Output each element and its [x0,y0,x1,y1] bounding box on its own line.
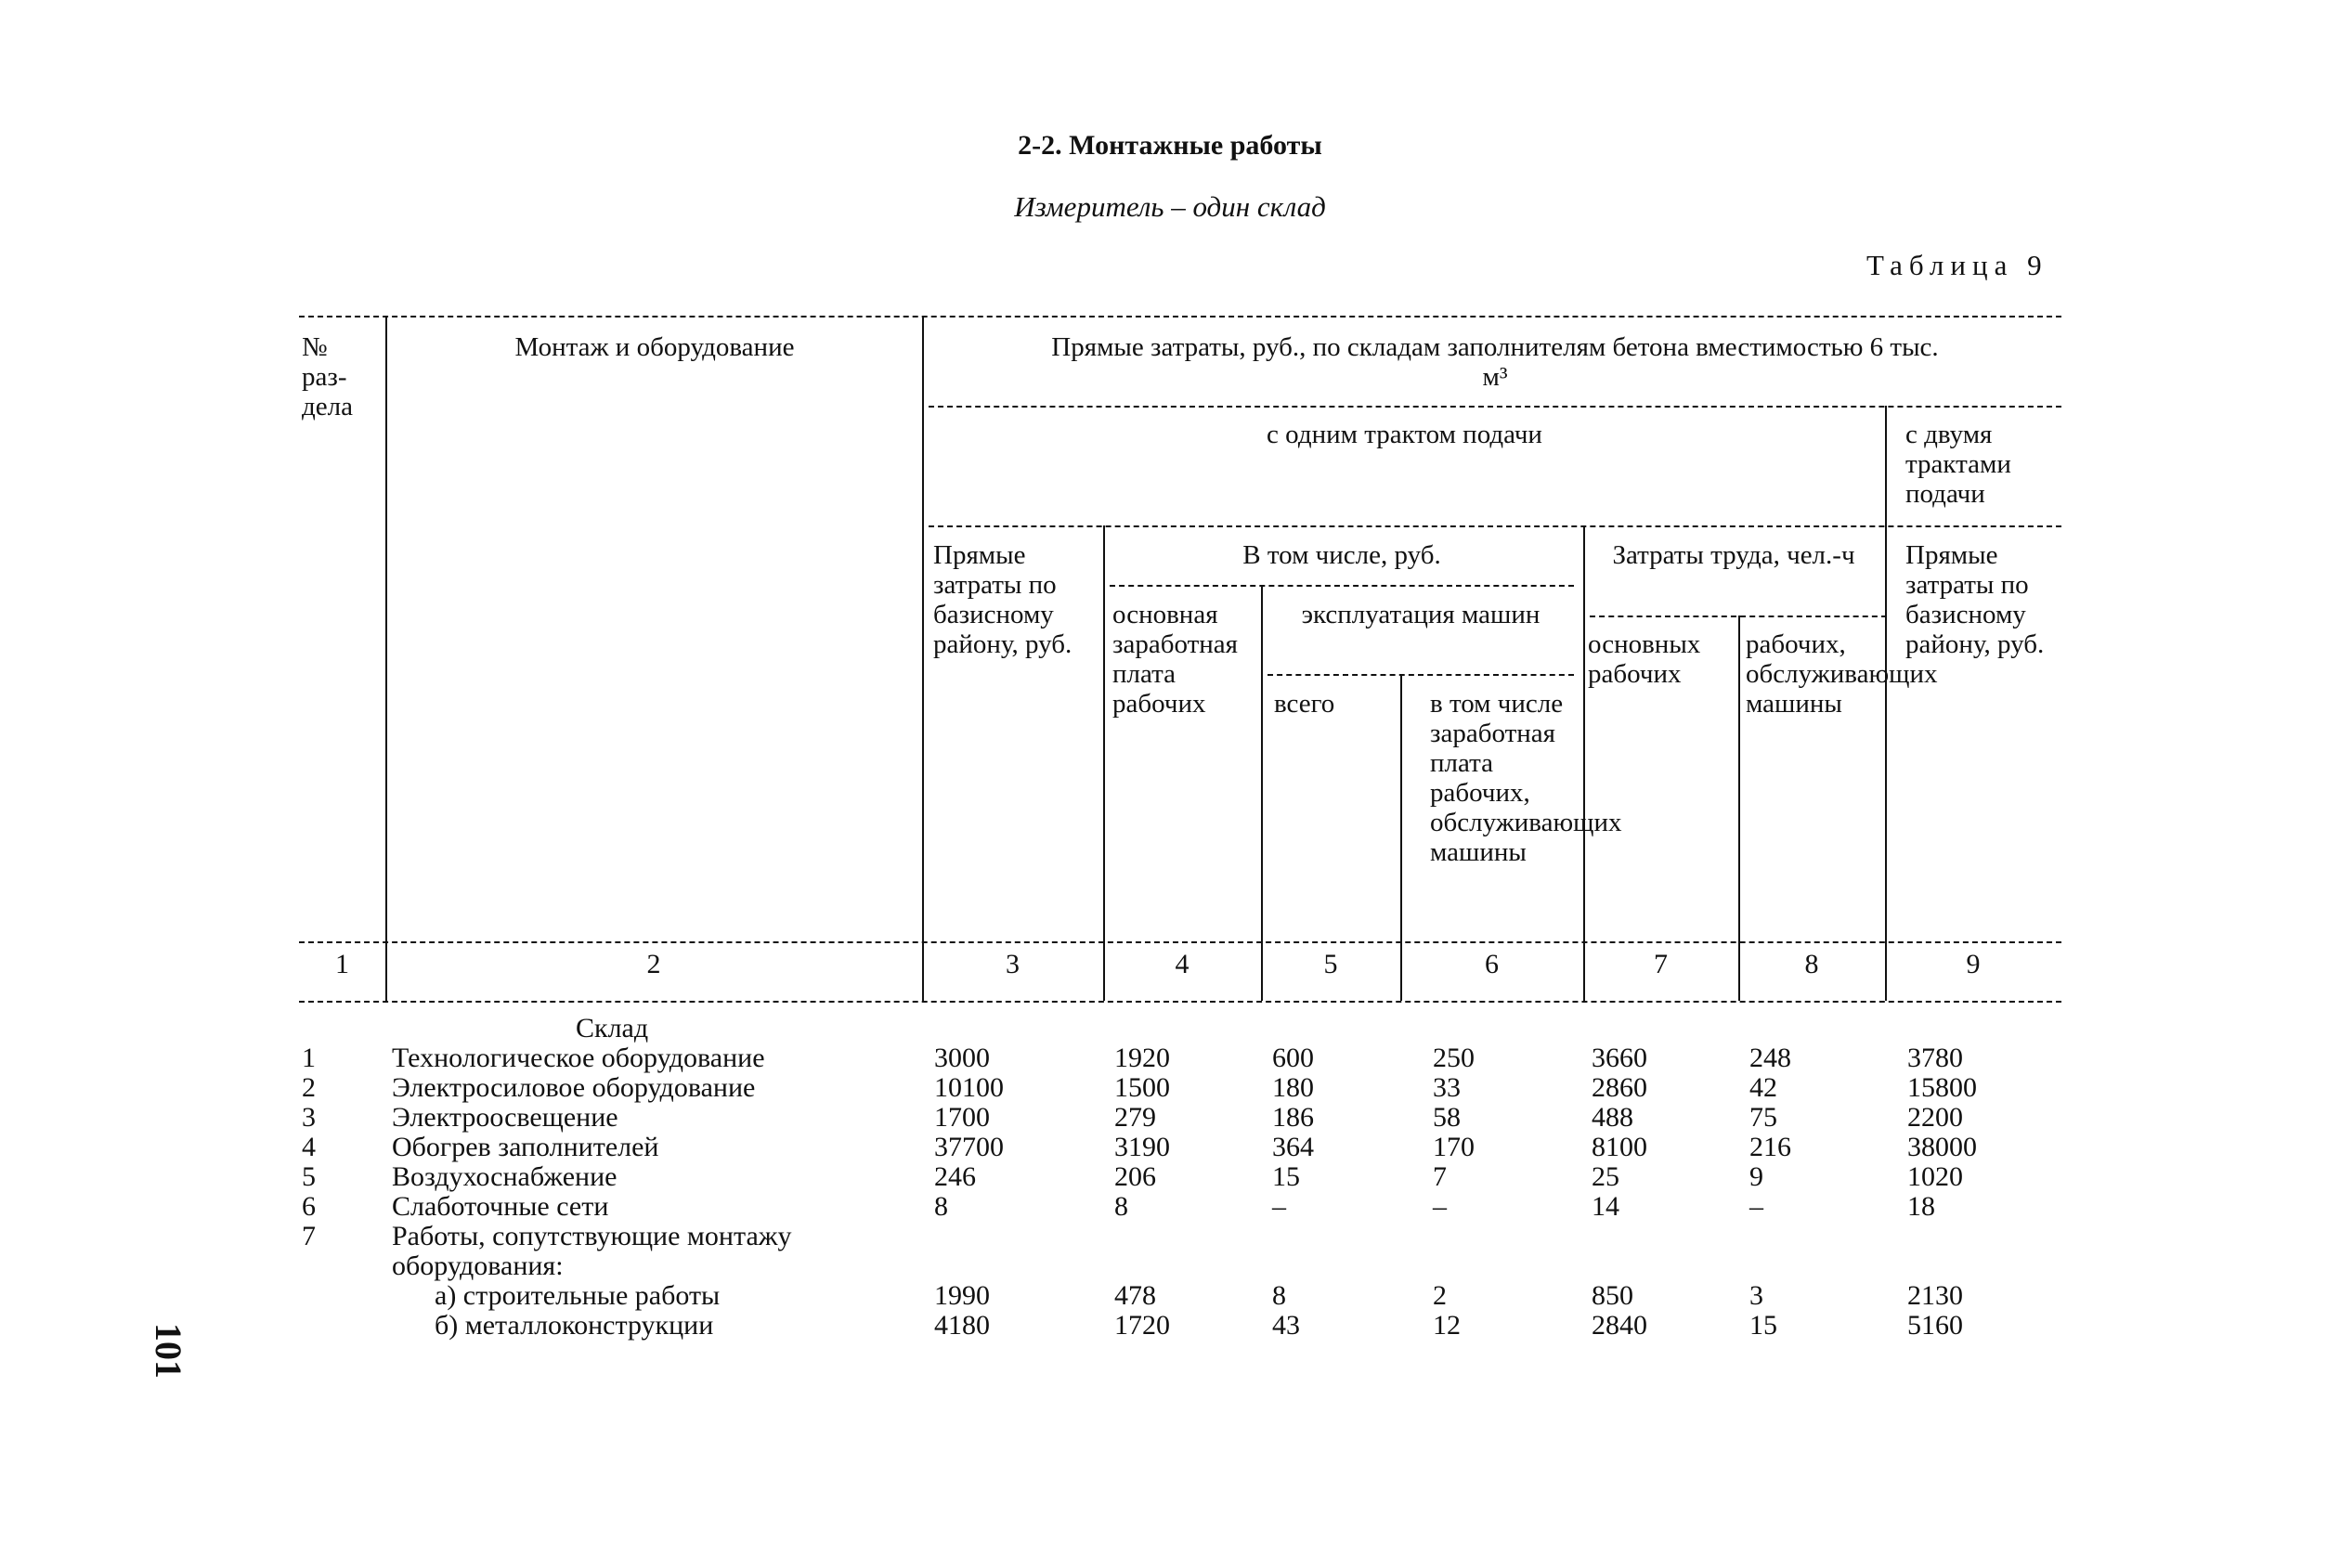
cell-c7: 488 [1592,1102,1633,1133]
cell-c4: 3190 [1114,1132,1170,1162]
vline-6 [1583,525,1585,1001]
table-row [0,1133,2340,1162]
column-number: 3 [1006,949,1020,979]
rule-below-incl [1110,585,1574,587]
cell-c3: 4180 [934,1310,990,1341]
header-including: В том числе, руб. [1242,540,1441,570]
table-row [0,1192,2340,1222]
table-row [0,1311,2340,1341]
vline-3 [1103,525,1105,1001]
table-row [0,1103,2340,1133]
cell-c7: 850 [1592,1280,1633,1311]
cell-c7: 8100 [1592,1132,1647,1162]
section-title-text: Склад [576,1013,649,1043]
table-label: Таблица 9 [1866,249,2048,281]
vline-7 [1738,616,1740,1001]
cell-c3: 37700 [934,1132,1004,1162]
cell-c8: – [1749,1191,1763,1222]
cell-c3: 1990 [934,1280,990,1311]
row-name: Работы, сопутствующие монтажу [392,1221,792,1251]
header-machine-workers: рабочих, обслуживающих машины [1746,629,1938,719]
table-row [0,1251,2340,1281]
cell-c4: 8 [1114,1191,1128,1222]
header-main-wage: основная заработная плата рабочих [1112,600,1238,719]
cell-c4: 206 [1114,1161,1156,1192]
row-num: 7 [302,1221,316,1251]
cell-c4: 1920 [1114,1043,1170,1073]
column-number: 8 [1804,949,1819,979]
vline-1 [385,317,387,1001]
header-total: всего [1274,689,1335,719]
cell-c3: 3000 [934,1043,990,1073]
cell-c3: 10100 [934,1072,1004,1103]
column-number: 5 [1323,949,1338,979]
header-direct-costs-two-tracts: Прямые затраты по базисному району, руб. [1905,540,2045,659]
cell-c9: 3780 [1907,1043,1963,1073]
row-name: а) строительные работы [435,1280,721,1311]
cell-c5: – [1272,1191,1286,1222]
cell-c8: 75 [1749,1102,1777,1133]
cell-c9: 2200 [1907,1102,1963,1133]
vline-2 [922,317,924,1001]
cell-c7: 14 [1592,1191,1619,1222]
cell-c4: 1500 [1114,1072,1170,1103]
row-num: 3 [302,1102,316,1133]
header-section-number: № раз-дела [302,332,353,421]
cell-c9: 18 [1907,1191,1935,1222]
column-number: 1 [335,949,349,979]
column-number: 7 [1654,949,1668,979]
table-row [0,1073,2340,1103]
rule-numbers-bottom [299,1001,2061,1003]
row-name: Технологическое оборудование [392,1043,765,1073]
cell-c5: 600 [1272,1043,1314,1073]
row-num: 6 [302,1191,316,1222]
header-two-tracts: с двумя трактами подачи [1905,420,2011,509]
cell-c3: 246 [934,1161,976,1192]
header-machine-wage: в том числе заработная плата рабочих, обслуживающих машины [1430,689,1622,867]
section-title [0,1014,2340,1043]
cell-c8: 9 [1749,1161,1763,1192]
cell-c6: 12 [1433,1310,1461,1341]
cell-c9: 5160 [1907,1310,1963,1341]
column-number: 9 [1966,949,1981,979]
cell-c5: 180 [1272,1072,1314,1103]
cell-c4: 1720 [1114,1310,1170,1341]
cell-c8: 248 [1749,1043,1791,1073]
table-row [0,1281,2340,1311]
cell-c5: 364 [1272,1132,1314,1162]
header-machine-operation: эксплуатация машин [1301,600,1540,629]
cell-c3: 8 [934,1191,948,1222]
vline-8 [1885,406,1887,1001]
table-row [0,1162,2340,1192]
cell-c6: 33 [1433,1072,1461,1103]
rule-top [299,316,2061,317]
cell-c8: 216 [1749,1132,1791,1162]
cell-c7: 25 [1592,1161,1619,1192]
cell-c7: 2840 [1592,1310,1647,1341]
header-labor-costs: Затраты труда, чел.-ч [1612,540,1855,570]
measurement-unit: Измеритель – один склад [1014,190,1326,223]
header-name: Монтаж и оборудование [514,332,795,362]
cell-c8: 42 [1749,1072,1777,1103]
cell-c7: 3660 [1592,1043,1647,1073]
column-number: 2 [646,949,661,979]
cell-c4: 279 [1114,1102,1156,1133]
rule-below-main [929,406,2061,408]
cell-c4: 478 [1114,1280,1156,1311]
cell-c9: 15800 [1907,1072,1977,1103]
cell-c6: 250 [1433,1043,1475,1073]
row-num: 2 [302,1072,316,1103]
rule-below-machines [1268,674,1574,676]
cell-c6: 7 [1433,1161,1447,1192]
table-row [0,1222,2340,1251]
row-num: 5 [302,1161,316,1192]
cell-c8: 15 [1749,1310,1777,1341]
row-name: Электросиловое оборудование [392,1072,756,1103]
cell-c3: 1700 [934,1102,990,1133]
row-num: 4 [302,1132,316,1162]
rule-below-tracts [929,525,2061,527]
header-direct-costs: Прямые затраты по базисному району, руб. [933,540,1072,659]
cell-c6: – [1433,1191,1447,1222]
cell-c5: 43 [1272,1310,1300,1341]
page-number: 101 [148,1323,189,1379]
row-name: Обогрев заполнителей [392,1132,659,1162]
cell-c5: 15 [1272,1161,1300,1192]
cell-c6: 2 [1433,1280,1447,1311]
header-one-tract: с одним трактом подачи [1267,420,1542,449]
row-name: оборудования: [392,1251,564,1281]
row-num: 1 [302,1043,316,1073]
cell-c5: 8 [1272,1280,1286,1311]
cell-c5: 186 [1272,1102,1314,1133]
table-row [0,1043,2340,1073]
cell-c6: 58 [1433,1102,1461,1133]
cell-c7: 2860 [1592,1072,1647,1103]
row-name: Слаботочные сети [392,1191,609,1222]
cell-c9: 1020 [1907,1161,1963,1192]
cell-c9: 2130 [1907,1280,1963,1311]
column-number: 6 [1485,949,1499,979]
vline-4 [1261,585,1263,1001]
column-number: 4 [1175,949,1190,979]
cell-c6: 170 [1433,1132,1475,1162]
rule-header-bottom [299,941,2061,943]
cell-c9: 38000 [1907,1132,1977,1162]
cell-c8: 3 [1749,1280,1763,1311]
page-title: 2-2. Монтажные работы [1018,130,1322,161]
row-name: б) металлоконструкции [435,1310,714,1341]
header-direct-costs-main: Прямые затраты, руб., по складам заполнителям бетона вместимостью 6 тыс. м³ [1051,332,1939,392]
header-main-workers: основных рабочих [1588,629,1701,689]
row-name: Электроосвещение [392,1102,618,1133]
row-name: Воздухоснабжение [392,1161,618,1192]
